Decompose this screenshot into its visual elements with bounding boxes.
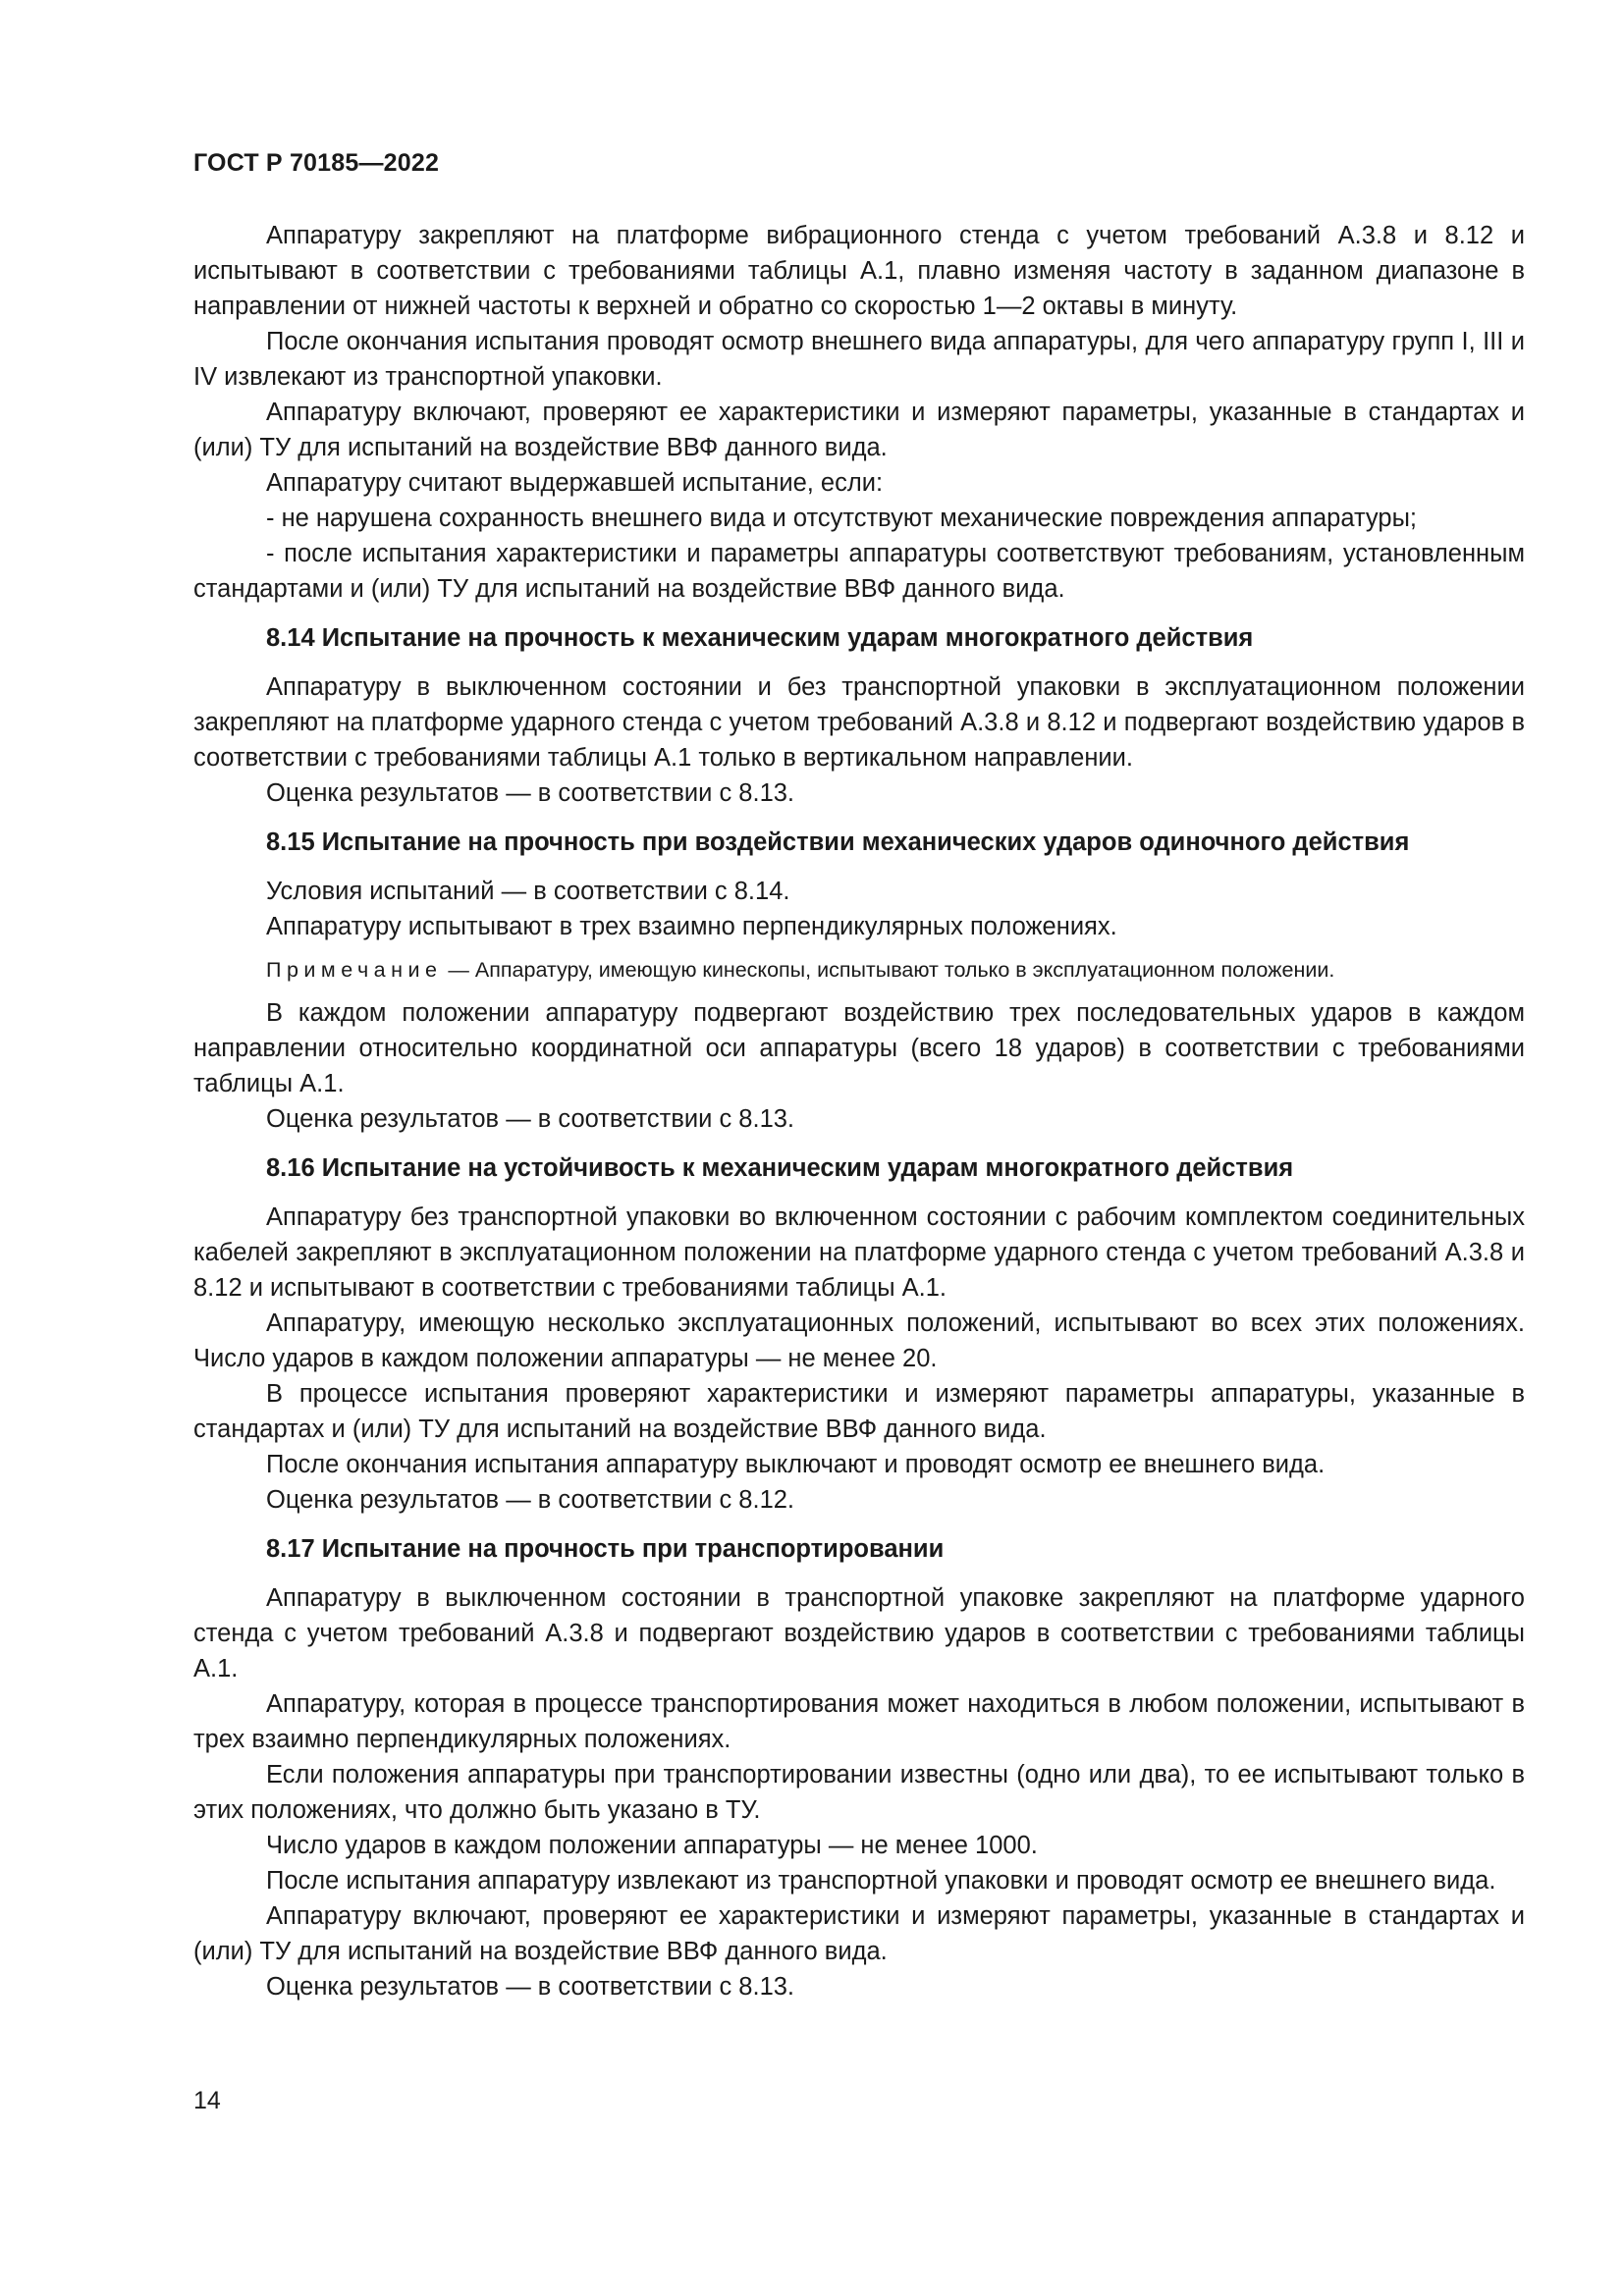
paragraph: Оценка результатов — в соответствии с 8.13. (266, 1973, 795, 2001)
intro-paragraph: Аппаратуру считают выдержавшей испытание, если: (266, 469, 884, 497)
paragraph: Аппаратуру включают, проверяют ее характеристики и измеряют параметры, указанные в стандартах и (или) ТУ для испытаний на воздействие ВВФ данного вида. (193, 1902, 1525, 1965)
paragraph: Оценка результатов — в соответствии с 8.13. (266, 779, 795, 807)
intro-paragraph: Аппаратуру закрепляют на платформе вибрационного стенда с учетом требований А.3.8 и 8.12 и испытывают в соответствии с требованиями таблицы А.1, плавно изменяя частоту в заданном диапазоне в направлении от нижней частоты к верхней и обратно со скоростью 1—2 октавы в минуту. (193, 222, 1525, 320)
section-heading-8-14: 8.14 Испытание на прочность к механическим ударам многократного действия (266, 624, 1254, 652)
paragraph: Условия испытаний — в соответствии с 8.14. (266, 878, 790, 905)
paragraph: Аппаратуру, имеющую несколько эксплуатационных положений, испытывают во всех этих положениях. Число ударов в каждом положении аппаратуры — не менее 20. (193, 1309, 1525, 1372)
paragraph: Аппаратуру без транспортной упаковки во включенном состоянии с рабочим комплектом соединительных кабелей закрепляют в эксплуатационном положении на платформе ударного стенда с учетом требований А.3.8 и 8.12 и испытывают в соответствии с требованиями таблицы А.1. (193, 1203, 1525, 1302)
section-heading-8-15: 8.15 Испытание на прочность при воздействии механических ударов одиночного действия (266, 828, 1410, 856)
note-label: Примечание (266, 958, 443, 982)
note-text: — Аппаратуру, имеющую кинескопы, испытывают только в эксплуатационном положении. (442, 958, 1335, 982)
intro-paragraph: После окончания испытания проводят осмотр внешнего вида аппаратуры, для чего аппаратуру групп I, III и IV извлекают из транспортной упаковки. (193, 328, 1525, 391)
paragraph: В процессе испытания проверяют характеристики и измеряют параметры аппаратуры, указанные в стандартах и (или) ТУ для испытаний на воздействие ВВФ данного вида. (193, 1380, 1525, 1443)
paragraph: Аппаратуру, которая в процессе транспортирования может находиться в любом положении, испытывают в трех взаимно перпендикулярных положениях. (193, 1690, 1525, 1753)
section-heading-8-16: 8.16 Испытание на устойчивость к механическим ударам многократного действия (266, 1154, 1294, 1182)
paragraph: Оценка результатов — в соответствии с 8.13. (266, 1105, 795, 1133)
paragraph: После окончания испытания аппаратуру выключают и проводят осмотр ее внешнего вида. (266, 1451, 1326, 1478)
paragraph: В каждом положении аппаратуру подвергают воздействию трех последовательных ударов в каждом направлении относительно координатной оси аппаратуры (всего 18 ударов) в соответствии с требованиями таблицы А.1. (193, 999, 1525, 1097)
paragraph: Если положения аппаратуры при транспортировании известны (одно или два), то ее испытывают только в этих положениях, что должно быть указано в ТУ. (193, 1761, 1525, 1824)
document-body (193, 218, 1525, 2004)
note (193, 952, 1525, 988)
paragraph: Число ударов в каждом положении аппаратуры — не менее 1000. (266, 1832, 1038, 1859)
document-header: ГОСТ Р 70185—2022 (193, 149, 440, 177)
page-number: 14 (193, 2087, 221, 2114)
paragraph: Оценка результатов — в соответствии с 8.12. (266, 1486, 795, 1514)
paragraph: Аппаратуру в выключенном состоянии и без транспортной упаковки в эксплуатационном положении закрепляют на платформе ударного стенда с учетом требований А.3.8 и 8.12 и подвергают воздействию ударов в соответствии с требованиями таблицы А.1 только в вертикальном направлении. (193, 673, 1525, 772)
paragraph: Аппаратуру в выключенном состоянии в транспортной упаковке закрепляют на платформе ударного стенда с учетом требований А.3.8 и подвергают воздействию ударов в соответствии с требованиями таблицы А.1. (193, 1584, 1525, 1682)
list-item: - не нарушена сохранность внешнего вида и отсутствуют механические повреждения аппаратуры; (266, 505, 1417, 532)
paragraph: После испытания аппаратуру извлекают из транспортной упаковки и проводят осмотр ее внешнего вида. (266, 1867, 1496, 1895)
intro-paragraph: Аппаратуру включают, проверяют ее характеристики и измеряют параметры, указанные в стандартах и (или) ТУ для испытаний на воздействие ВВФ данного вида. (193, 399, 1525, 461)
section-heading-8-17: 8.17 Испытание на прочность при транспортировании (266, 1535, 945, 1563)
list-item: - после испытания характеристики и параметры аппаратуры соответствуют требованиям, установленным стандартами и (или) ТУ для испытаний на воздействие ВВФ данного вида. (193, 540, 1525, 603)
paragraph: Аппаратуру испытывают в трех взаимно перпендикулярных положениях. (266, 913, 1117, 940)
